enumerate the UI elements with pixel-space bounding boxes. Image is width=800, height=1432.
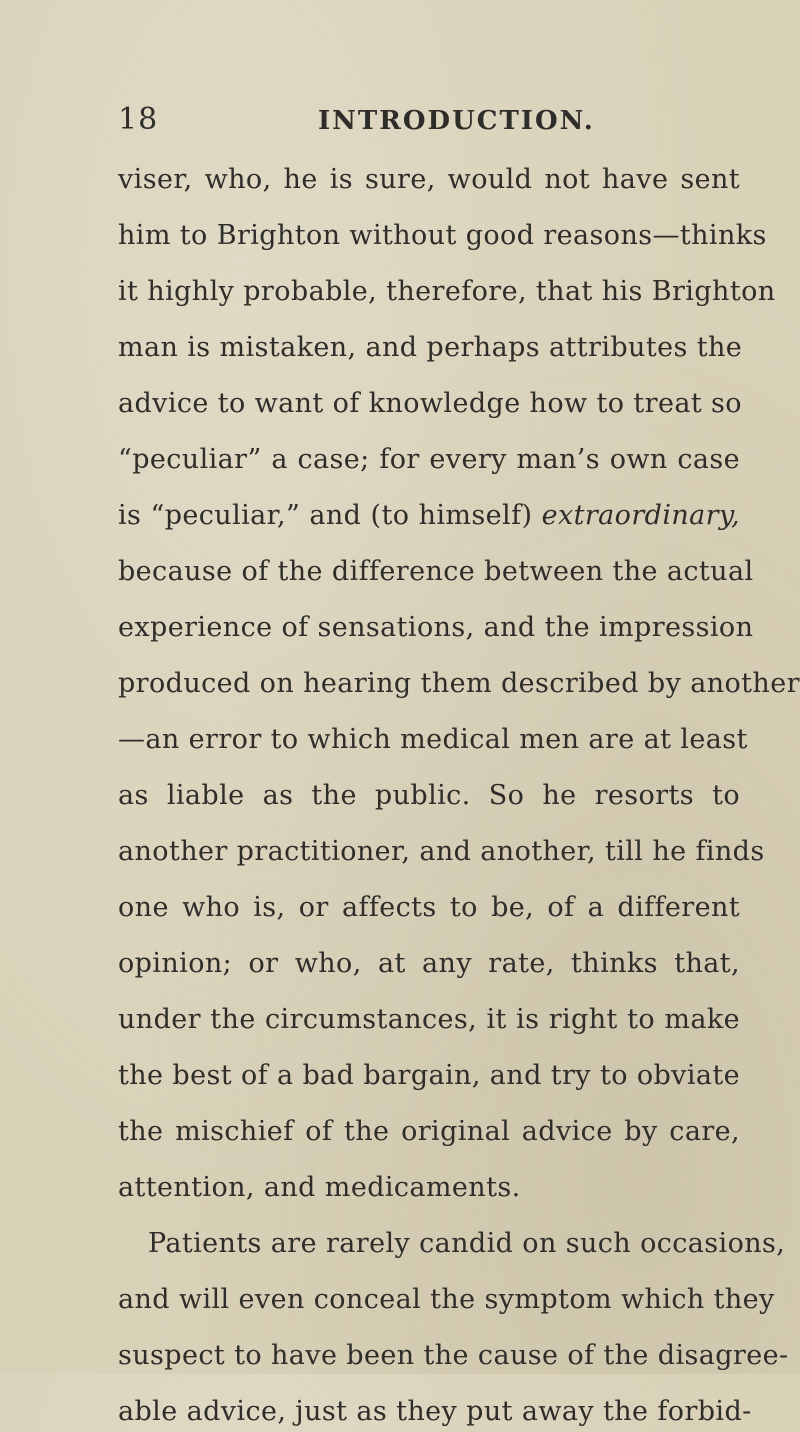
text-line: opinion; or who, at any rate, thinks that, xyxy=(118,948,740,979)
page-header xyxy=(118,102,738,142)
text-line: suspect to have been the cause of the disagree- xyxy=(118,1340,789,1371)
running-head: INTRODUCTION. xyxy=(318,106,595,136)
text-line: him to Brighton without good reasons—thinks xyxy=(118,220,767,251)
text-line: —an error to which medical men are at least xyxy=(118,724,748,755)
text-line: the mischief of the original advice by care, xyxy=(118,1116,740,1147)
text-line: under the circumstances, it is right to make xyxy=(118,1004,740,1035)
text-line: as liable as the public. So he resorts to xyxy=(118,780,740,811)
text-line: because of the difference between the actual xyxy=(118,556,754,587)
text-line: experience of sensations, and the impression xyxy=(118,612,754,643)
text-line: the best of a bad bargain, and try to obviate xyxy=(118,1060,740,1091)
text-line-paragraph-end: attention, and medicaments. xyxy=(118,1172,521,1203)
text-line: advice to want of knowledge how to treat so xyxy=(118,388,742,419)
text-line: “peculiar” a case; for every man’s own case xyxy=(118,444,740,475)
text-line: another practitioner, and another, till he finds xyxy=(118,836,765,867)
text-line: able advice, just as they put away the forbid- xyxy=(118,1396,752,1427)
text-line: produced on hearing them described by another xyxy=(118,668,800,699)
italic-word: extraordinary, xyxy=(541,500,740,531)
text-line: man is mistaken, and perhaps attributes the xyxy=(118,332,743,363)
text-line-with-emphasis xyxy=(118,496,740,536)
text-line: it highly probable, therefore, that his Brighton xyxy=(118,276,776,307)
text-line: and will even conceal the symptom which they xyxy=(118,1284,775,1315)
page-number: 18 xyxy=(118,102,159,137)
text-line: viser, who, he is sure, would not have sent xyxy=(118,164,740,195)
text-line: one who is, or affects to be, of a different xyxy=(118,892,740,923)
text-line-paragraph-start: Patients are rarely candid on such occasions, xyxy=(148,1228,786,1259)
text-segment: is “peculiar,” and (to himself) xyxy=(118,500,542,531)
